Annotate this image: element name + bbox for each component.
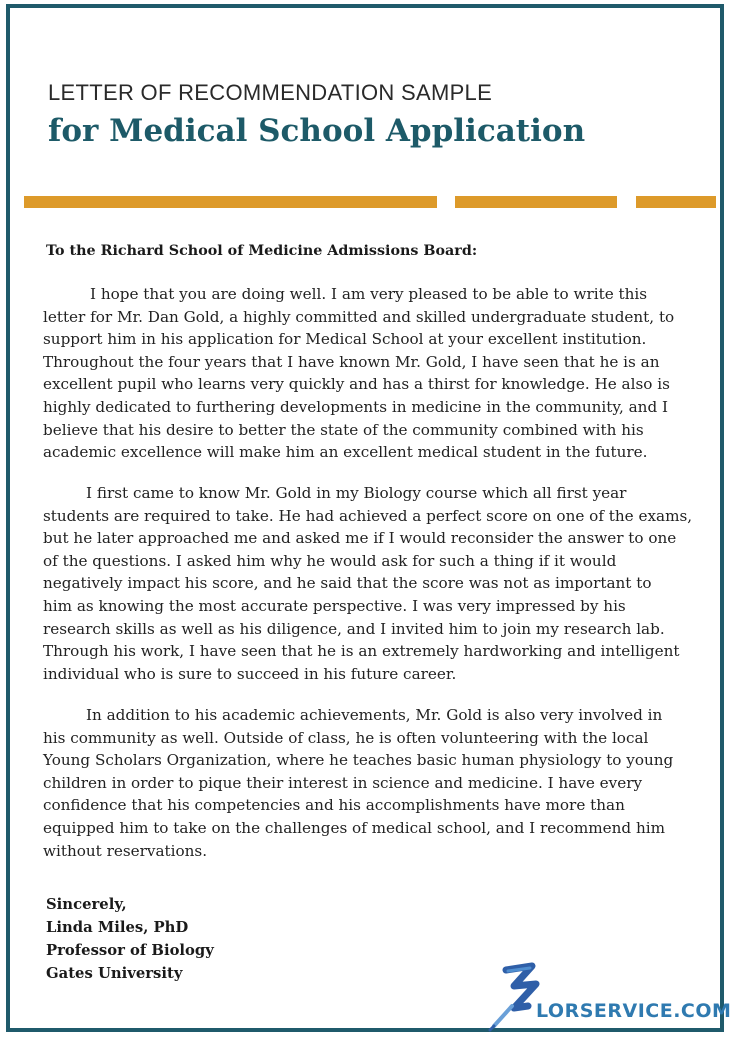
signature-block bbox=[46, 893, 214, 985]
paragraph-line: without reservations. bbox=[43, 841, 208, 860]
signer-institution: Gates University bbox=[46, 965, 183, 982]
paragraph-line: Young Scholars Organization, where he teaches basic human physiology to young bbox=[43, 751, 674, 770]
divider-bar-1 bbox=[24, 196, 437, 208]
paragraph-line: highly dedicated to furthering developments in medicine in the community, and I bbox=[43, 397, 668, 416]
salutation: To the Richard School of Medicine Admissions Board: bbox=[46, 243, 478, 259]
paragraph-line: letter for Mr. Dan Gold, a highly committed and skilled undergraduate student, to bbox=[43, 307, 675, 326]
paragraph-line: equipped him to take on the challenges of medical school, and I recommend him bbox=[43, 818, 666, 837]
divider-bar-2 bbox=[455, 196, 617, 208]
paragraph-line: In addition to his academic achievements, Mr. Gold is also very involved in bbox=[86, 706, 663, 724]
paragraph-line: of the questions. I asked him why he would ask for such a thing if it would bbox=[43, 551, 617, 570]
paragraph-line: confidence that his competencies and his accomplishments have more than bbox=[43, 796, 625, 815]
heading-line-2: for Medical School Application bbox=[48, 113, 586, 149]
paragraph-line: him as knowing the most accurate perspective. I was very impressed by his bbox=[43, 596, 626, 615]
paragraph-line: Throughout the four years that I have known Mr. Gold, I have seen that he is an bbox=[43, 352, 660, 371]
paragraph-line: I first came to know Mr. Gold in my Biology course which all first year bbox=[86, 484, 627, 502]
paragraph-line: but he later approached me and asked me if I would reconsider the answer to one bbox=[43, 529, 677, 548]
paragraph-line: students are required to take. He had achieved a perfect score on one of the exams, bbox=[43, 506, 693, 525]
paragraph-line: negatively impact his score, and he said that the score was not as important to bbox=[43, 574, 652, 593]
paragraph-line: I hope that you are doing well. I am very pleased to be able to write this bbox=[90, 285, 648, 303]
paragraph-line: support him in his application for Medical School at your excellent institution. bbox=[43, 330, 647, 349]
paragraph-3 bbox=[43, 704, 723, 862]
paragraph-1 bbox=[43, 283, 723, 464]
paragraph-line: Through his work, I have seen that he is an extremely hardworking and intelligent bbox=[43, 642, 680, 661]
paragraph-line: his community as well. Outside of class, he is often volunteering with the local bbox=[43, 728, 649, 747]
sign-off: Sincerely, bbox=[46, 896, 127, 913]
paragraph-line: research skills as well as his diligence, and I invited him to join my research lab. bbox=[43, 619, 665, 638]
paragraph-line: individual who is sure to succeed in his future career. bbox=[43, 664, 457, 683]
site-logo[interactable] bbox=[484, 962, 732, 1032]
divider-bar-3 bbox=[636, 196, 716, 208]
signer-name: Linda Miles, PhD bbox=[46, 919, 189, 936]
signer-title: Professor of Biology bbox=[46, 942, 214, 959]
paragraph-line: excellent pupil who learns very quickly and has a thirst for knowledge. He also is bbox=[43, 375, 670, 394]
paragraph-line: academic excellence will make him an excellent medical student in the future. bbox=[43, 443, 648, 462]
heading-line-1: LETTER OF RECOMMENDATION SAMPLE bbox=[48, 80, 493, 105]
paragraph-2 bbox=[43, 482, 723, 685]
paragraph-line: believe that his desire to better the state of the community combined with his bbox=[43, 420, 644, 439]
paragraph-line: children in order to pique their interest in science and medicine. I have every bbox=[43, 773, 643, 792]
logo-text: LORSERVICE.COM bbox=[536, 1000, 732, 1022]
